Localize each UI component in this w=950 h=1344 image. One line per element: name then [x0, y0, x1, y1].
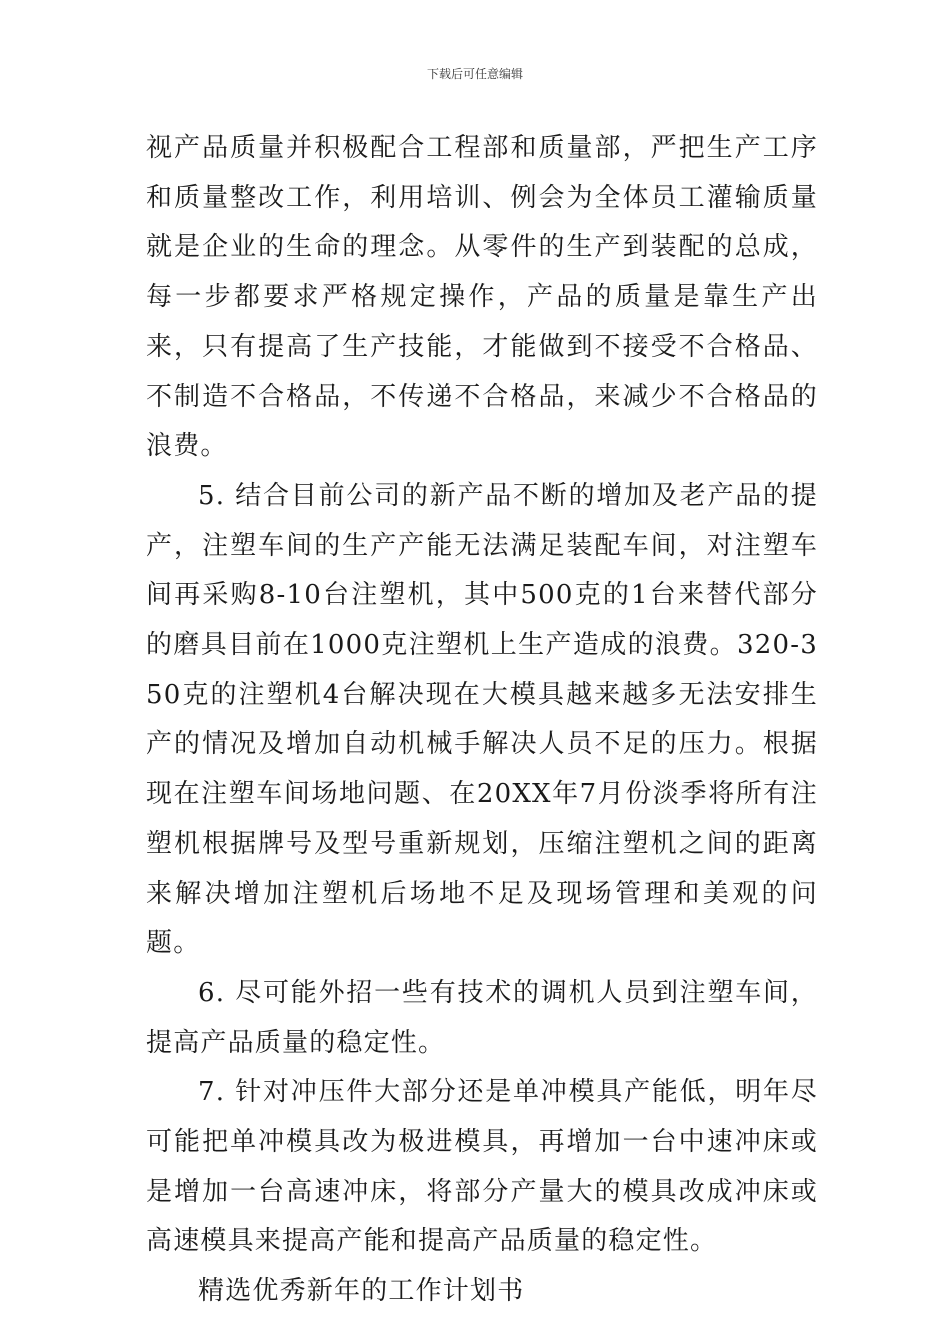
page-header-note: 下载后可任意编辑	[426, 67, 523, 81]
paragraph-item-5: 5. 结合目前公司的新产品不断的增加及老产品的提产，注塑车间的生产产能无法满足装配车间，对注塑车间再采购8-10台注塑机，其中500克的1台来替代部分的磨具目前在1000克注塑机上生产造成的浪费。320-350克的注塑机4台解决现在大模具越来越多无法安排生产的情况及增加自动机械手解决人员不足的压力。根据现在注塑车间场地问题、在20XX年7月份淡季将所有注塑机根据牌号及型号重新规划，压缩注塑机之间的距离来解决增加注塑机后场地不足及现场管理和美观的问题。	[146, 480, 818, 959]
paragraph-item-6: 6. 尽可能外招一些有技术的调机人员到注塑车间，提高产品质量的稳定性。	[146, 977, 818, 1058]
paragraph-quality-continuation: 视产品质量并积极配合工程部和质量部，严把生产工序和质量整改工作，利用培训、例会为全体员工灌输质量就是企业的生命的理念。从零件的生产到装配的总成，每一步都要求严格规定操作，产品的质量是靠生产出来，只有提高了生产技能，才能做到不接受不合格品、不制造不合格品，不传递不合格品，来减少不合格品的浪费。	[146, 133, 818, 462]
document-body	[146, 124, 818, 1317]
paragraph-item-7: 7. 针对冲压件大部分还是单冲模具产能低，明年尽可能把单冲模具改为极进模具，再增加一台中速冲床或是增加一台高速冲床，将部分产量大的模具改成冲床或高速模具来提高产能和提高产品质量的稳定性。	[146, 1077, 818, 1257]
section-heading: 精选优秀新年的工作计划书	[198, 1276, 525, 1307]
